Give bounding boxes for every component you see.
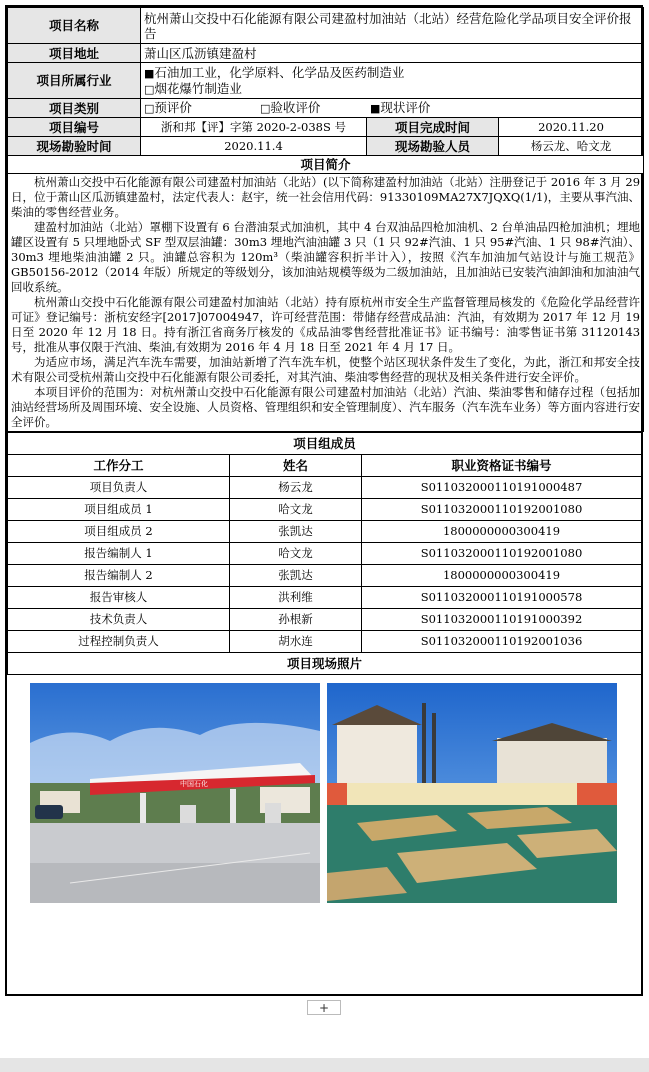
status-strip bbox=[0, 1058, 649, 1072]
table-row: 过程控制负责人 胡水连 S011032000110192001036 bbox=[8, 631, 642, 653]
project-industry-value bbox=[141, 63, 644, 99]
industry-checkbox-1: ■ bbox=[144, 66, 155, 80]
tank-area-illustration bbox=[327, 683, 617, 903]
intro-paragraph-2: 建盈村加油站（北站）罩棚下设置有 6 台潜油泵式加油机，其中 4 台双油品四枪加油机、2 台单油品四枪加油机；埋地罐区设置有 5 只埋地卧式 SF 型双层油罐：30m3 埋地汽油油罐 3 只（1 只 92#汽油、1 只 95#汽油、1 只 98#汽油）、30m3 埋地柴油油罐 2 只。油罐总容积为 120m³（柴油罐容积折半计入），按照《汽车加油加气站设计与施工规范》GB50156-2012（2014 年版）所规定的等级划分，该加油站规模等级为二级加油站，且加油站已安装汽油卸油和加油油气回收系统。 bbox=[11, 220, 641, 294]
intro-paragraph-5: 本项目评价的范围为：对杭州萧山交投中石化能源有限公司建盈村加油站（北站）汽油、柴油零售和储存过程（包括加油站经营场所及周围环境、安全设施、人员资格、管理组织和安全管理制度）、汽车服务（汽车洗车业务）等方面内容进行安全评价。 bbox=[11, 385, 641, 429]
intro-body bbox=[8, 174, 644, 432]
gas-station-illustration bbox=[30, 683, 320, 903]
gas-station-photo bbox=[30, 683, 320, 903]
project-category-label: 项目类别 bbox=[8, 99, 141, 118]
members-column-name: 姓名 bbox=[230, 455, 362, 477]
intro-paragraph-3: 杭州萧山交投中石化能源有限公司建盈村加油站（北站）持有原杭州市安全生产监督管理局核发的《危险化学品经营许可证》登记编号：浙杭安经字[2017]07004947，许可经营范围：带储存经营成品油：汽油，有效期为 2017 年 12 月 19 日至 2020 年 12 月 18 日。持有浙江省商务厅核发的《成品油零售经营批准证书》证书编号：油零售证书第 31120143 号，批准从事仅限于汽油、柴油,有效期为 2016 年 4 月 18 日至 2021 年 4 月 17 日。 bbox=[11, 295, 641, 354]
project-category-value bbox=[141, 99, 644, 118]
project-number-label: 项目编号 bbox=[8, 118, 141, 137]
photos-title: 项目现场照片 bbox=[8, 653, 642, 675]
category-checkbox-acceptance: □ bbox=[260, 102, 271, 115]
category-option-current: ■现状评价 bbox=[370, 100, 431, 115]
project-address-label: 项目地址 bbox=[8, 44, 141, 63]
category-option-pre: □预评价 bbox=[144, 100, 192, 115]
industry-checkbox-2: □ bbox=[144, 82, 155, 96]
industry-option-2: 烟花爆竹制造业 bbox=[154, 80, 242, 96]
table-row: 技术负责人 孙根新 S011032000110191000392 bbox=[8, 609, 642, 631]
complete-time-label: 项目完成时间 bbox=[367, 118, 499, 137]
table-row: 报告编制人 2 张凯达 1800000000300419 bbox=[8, 565, 642, 587]
tank-area-photo bbox=[327, 683, 617, 903]
members-column-cert: 职业资格证书编号 bbox=[362, 455, 642, 477]
intro-paragraph-4: 为适应市场，满足汽车洗车需要，加油站新增了汽车洗车机，使整个站区现状条件发生了变化，为此，浙江和邦安全技术有限公司受杭州萧山交投中石化能源有限公司委托，对其汽油、柴油零售经营的现状及相关条件进行安全评价。 bbox=[11, 355, 641, 384]
survey-time-label: 现场勘验时间 bbox=[8, 137, 141, 156]
complete-time-value: 2020.11.20 bbox=[499, 118, 644, 137]
table-row: 报告编制人 1 哈文龙 S011032000110192001080 bbox=[8, 543, 642, 565]
project-industry-label: 项目所属行业 bbox=[8, 63, 141, 99]
members-table bbox=[7, 432, 642, 675]
project-info-table bbox=[7, 7, 644, 432]
table-row: 项目组成员 1 哈文龙 S011032000110192001080 bbox=[8, 499, 642, 521]
photos-area bbox=[7, 675, 641, 913]
report-sheet bbox=[5, 5, 643, 996]
category-option-acceptance: □验收评价 bbox=[260, 100, 321, 115]
project-number-value: 浙和邦【评】字第 2020-2-038S 号 bbox=[141, 118, 367, 137]
survey-time-value: 2020.11.4 bbox=[141, 137, 367, 156]
add-row-button[interactable]: + bbox=[307, 1000, 341, 1015]
project-name-label: 项目名称 bbox=[8, 8, 141, 44]
survey-staff-label: 现场勘验人员 bbox=[367, 137, 499, 156]
survey-staff-value: 杨云龙、哈文龙 bbox=[499, 137, 644, 156]
table-row: 项目组成员 2 张凯达 1800000000300419 bbox=[8, 521, 642, 543]
project-name-value: 杭州萧山交投中石化能源有限公司建盈村加油站（北站）经营危险化学品项目安全评价报告 bbox=[141, 8, 644, 44]
canopy-sign-text: 中国石化 bbox=[180, 780, 208, 788]
category-checkbox-current: ■ bbox=[370, 102, 381, 115]
project-address-value: 萧山区瓜沥镇建盈村 bbox=[141, 44, 644, 63]
table-row: 报告审核人 洪利维 S011032000110191000578 bbox=[8, 587, 642, 609]
category-checkbox-pre: □ bbox=[144, 102, 155, 115]
intro-title: 项目简介 bbox=[8, 156, 644, 174]
members-column-role: 工作分工 bbox=[8, 455, 230, 477]
industry-option-1: 石油加工业，化学原料、化学品及医药制造业 bbox=[154, 64, 405, 80]
table-row: 项目负责人 杨云龙 S011032000110191000487 bbox=[8, 477, 642, 499]
members-title: 项目组成员 bbox=[8, 433, 642, 455]
intro-paragraph-1: 杭州萧山交投中石化能源有限公司建盈村加油站（北站）(以下简称建盈村加油站（北站）注册登记于 2016 年 3 月 29 日，位于萧山区瓜沥镇建盈村，法定代表人：赵宇，统一社会信用代码：91330109MA27X7JQXQ(1/1)，主要从事汽油、柴油的零售经营业务。 bbox=[11, 175, 641, 219]
